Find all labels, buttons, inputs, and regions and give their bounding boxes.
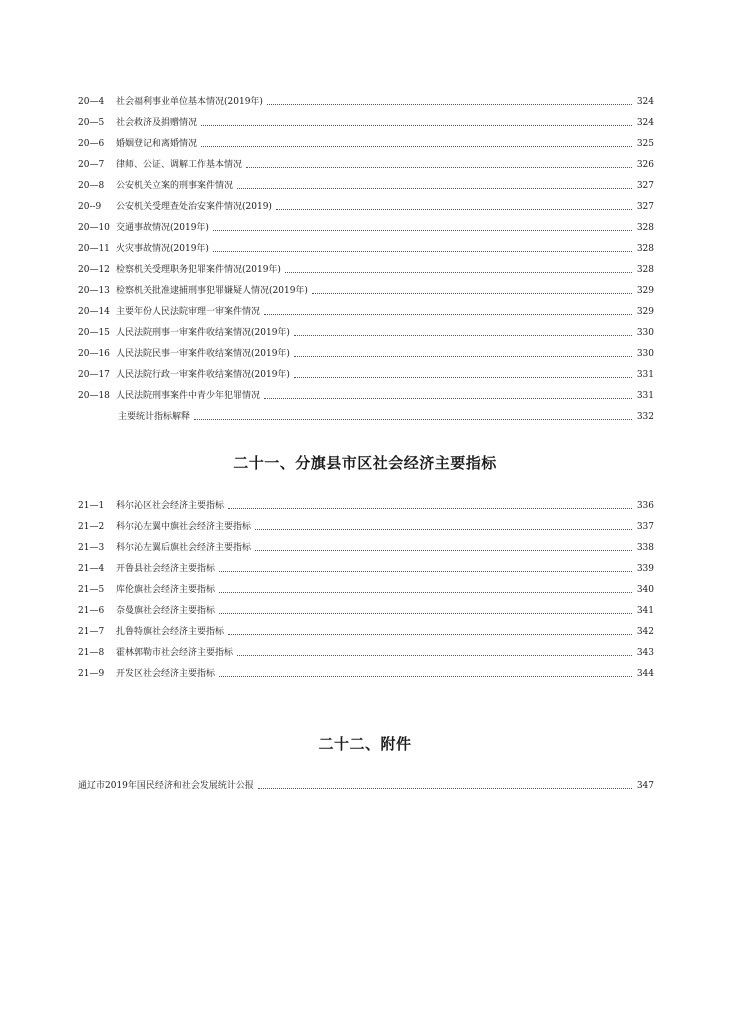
entry-number: 20—18 <box>78 391 110 401</box>
entry-title: 主要年份人民法院审理一审案件情况 <box>116 307 261 317</box>
entry-title: 社会救济及捐赠情况 <box>116 118 198 128</box>
entry-number: 20—11 <box>78 244 110 254</box>
entry-title: 检察机关批准逮捕刑事犯罪嫌疑人情况(2019年) <box>116 286 308 296</box>
entry-title: 人民法院行政一审案件收结案情况(2019年) <box>116 370 290 380</box>
entry-title: 检察机关受理职务犯罪案件情况(2019年) <box>116 265 281 275</box>
toc-entry[interactable] <box>78 134 654 150</box>
toc-entry-appendix[interactable] <box>78 776 654 792</box>
entry-page: 328 <box>636 265 654 275</box>
toc-entry[interactable] <box>78 218 654 234</box>
entry-number: 21—1 <box>78 501 105 511</box>
entry-title: 人民法院刑事一审案件收结案情况(2019年) <box>116 328 290 338</box>
toc-entry[interactable] <box>78 155 654 171</box>
entry-title: 科尔沁左翼后旗社会经济主要指标 <box>116 543 252 553</box>
entry-title: 科尔沁左翼中旗社会经济主要指标 <box>116 522 252 532</box>
dot-leader <box>219 591 632 593</box>
toc-entry-indicator-notes[interactable] <box>118 407 654 423</box>
toc-entry[interactable] <box>78 260 654 276</box>
toc-entry[interactable] <box>78 601 654 617</box>
entry-number: 20—12 <box>78 265 110 275</box>
toc-entry[interactable] <box>78 559 654 575</box>
dot-leader <box>237 187 632 189</box>
entry-number: 20—10 <box>78 223 110 233</box>
entry-title: 人民法院刑事案件中青少年犯罪情况 <box>116 391 261 401</box>
entry-page: 327 <box>636 181 654 191</box>
dot-leader <box>294 376 632 378</box>
dot-leader <box>294 334 632 336</box>
entry-number: 20—13 <box>78 286 110 296</box>
entry-page: 337 <box>636 522 654 532</box>
dot-leader <box>255 549 632 551</box>
entry-number: 20—15 <box>78 328 110 338</box>
entry-page: 331 <box>636 370 654 380</box>
dot-leader <box>246 166 632 168</box>
toc-entry[interactable] <box>78 176 654 192</box>
dot-leader <box>228 633 632 635</box>
entry-page: 332 <box>636 412 654 422</box>
toc-entry[interactable] <box>78 302 654 318</box>
entry-number: 20—4 <box>78 97 105 107</box>
entry-page: 325 <box>636 139 654 149</box>
toc-entry[interactable] <box>78 365 654 381</box>
entry-number: 21—8 <box>78 648 105 658</box>
entry-page: 324 <box>636 118 654 128</box>
toc-entry[interactable] <box>78 386 654 402</box>
entry-title: 火灾事故情况(2019年) <box>116 244 209 254</box>
entry-title: 社会福利事业单位基本情况(2019年) <box>116 97 263 107</box>
toc-entry[interactable] <box>78 197 654 213</box>
entry-number: 20—8 <box>78 181 105 191</box>
entry-number: 20—16 <box>78 349 110 359</box>
entry-title: 科尔沁区社会经济主要指标 <box>116 501 225 511</box>
entry-title: 开发区社会经济主要指标 <box>116 669 216 679</box>
toc-entry[interactable] <box>78 239 654 255</box>
toc-entry[interactable] <box>78 538 654 554</box>
section-22-heading: 二十二、附件 <box>318 735 412 753</box>
entry-page: 342 <box>636 627 654 637</box>
toc-entry[interactable] <box>78 323 654 339</box>
entry-page: 326 <box>636 160 654 170</box>
entry-title: 公安机关受理查处治安案件情况(2019) <box>116 202 272 212</box>
entry-title: 婚姻登记和离婚情况 <box>116 139 198 149</box>
entry-number: 21—2 <box>78 522 105 532</box>
dot-leader <box>294 355 632 357</box>
dot-leader <box>219 612 632 614</box>
entry-page: 329 <box>636 286 654 296</box>
dot-leader <box>255 528 632 530</box>
entry-title: 律师、公证、调解工作基本情况 <box>116 160 243 170</box>
entry-page: 328 <box>636 223 654 233</box>
entry-page: 328 <box>636 244 654 254</box>
entry-page: 338 <box>636 543 654 553</box>
entry-number: 20—17 <box>78 370 110 380</box>
dot-leader <box>237 654 632 656</box>
dot-leader <box>312 292 632 294</box>
entry-title: 公安机关立案的刑事案件情况 <box>116 181 234 191</box>
entry-title: 通辽市2019年国民经济和社会发展统计公报 <box>78 781 254 791</box>
entry-page: 330 <box>636 349 654 359</box>
entry-page: 341 <box>636 606 654 616</box>
entry-page: 336 <box>636 501 654 511</box>
toc-entry[interactable] <box>78 517 654 533</box>
entry-number: 20--9 <box>78 202 102 212</box>
entry-title: 开鲁县社会经济主要指标 <box>116 564 216 574</box>
dot-leader <box>219 570 632 572</box>
entry-number: 20—5 <box>78 118 105 128</box>
entry-title: 人民法院民事一审案件收结案情况(2019年) <box>116 349 290 359</box>
entry-title: 扎鲁特旗社会经济主要指标 <box>116 627 225 637</box>
toc-entry[interactable] <box>78 496 654 512</box>
entry-number: 21—6 <box>78 606 105 616</box>
entry-page: 330 <box>636 328 654 338</box>
entry-page: 343 <box>636 648 654 658</box>
dot-leader <box>219 675 632 677</box>
entry-page: 324 <box>636 97 654 107</box>
entry-number: 21—9 <box>78 669 105 679</box>
entry-title: 库伦旗社会经济主要指标 <box>116 585 216 595</box>
toc-entry[interactable] <box>78 344 654 360</box>
entry-number: 21—4 <box>78 564 105 574</box>
dot-leader <box>213 250 632 252</box>
toc-entry[interactable] <box>78 643 654 659</box>
entry-page: 329 <box>636 307 654 317</box>
toc-entry[interactable] <box>78 113 654 129</box>
toc-entry[interactable] <box>78 92 654 108</box>
entry-page: 344 <box>636 669 654 679</box>
section-21-heading: 二十一、分旗县市区社会经济主要指标 <box>233 454 497 472</box>
entry-number: 21—5 <box>78 585 105 595</box>
dot-leader <box>285 271 632 273</box>
toc-entry[interactable] <box>78 622 654 638</box>
entry-page: 327 <box>636 202 654 212</box>
entry-title: 交通事故情况(2019年) <box>116 223 209 233</box>
entry-title: 霍林郭勒市社会经济主要指标 <box>116 648 234 658</box>
dot-leader <box>276 208 632 210</box>
entry-number: 21—7 <box>78 627 105 637</box>
dot-leader <box>194 418 632 420</box>
dot-leader <box>267 103 632 105</box>
toc-entry[interactable] <box>78 664 654 680</box>
dot-leader <box>228 507 632 509</box>
dot-leader <box>264 313 632 315</box>
entry-title: 奈曼旗社会经济主要指标 <box>116 606 216 616</box>
entry-number: 20—6 <box>78 139 105 149</box>
entry-number: 20—7 <box>78 160 105 170</box>
toc-entry[interactable] <box>78 281 654 297</box>
entry-page: 331 <box>636 391 654 401</box>
toc-entry[interactable] <box>78 580 654 596</box>
entry-number: 20—14 <box>78 307 110 317</box>
dot-leader <box>201 124 632 126</box>
dot-leader <box>213 229 632 231</box>
entry-page: 340 <box>636 585 654 595</box>
entry-title: 主要统计指标解释 <box>118 412 191 422</box>
entry-page: 347 <box>636 781 654 791</box>
dot-leader <box>264 397 632 399</box>
dot-leader <box>201 145 632 147</box>
entry-number: 21—3 <box>78 543 105 553</box>
dot-leader <box>258 787 632 789</box>
entry-page: 339 <box>636 564 654 574</box>
